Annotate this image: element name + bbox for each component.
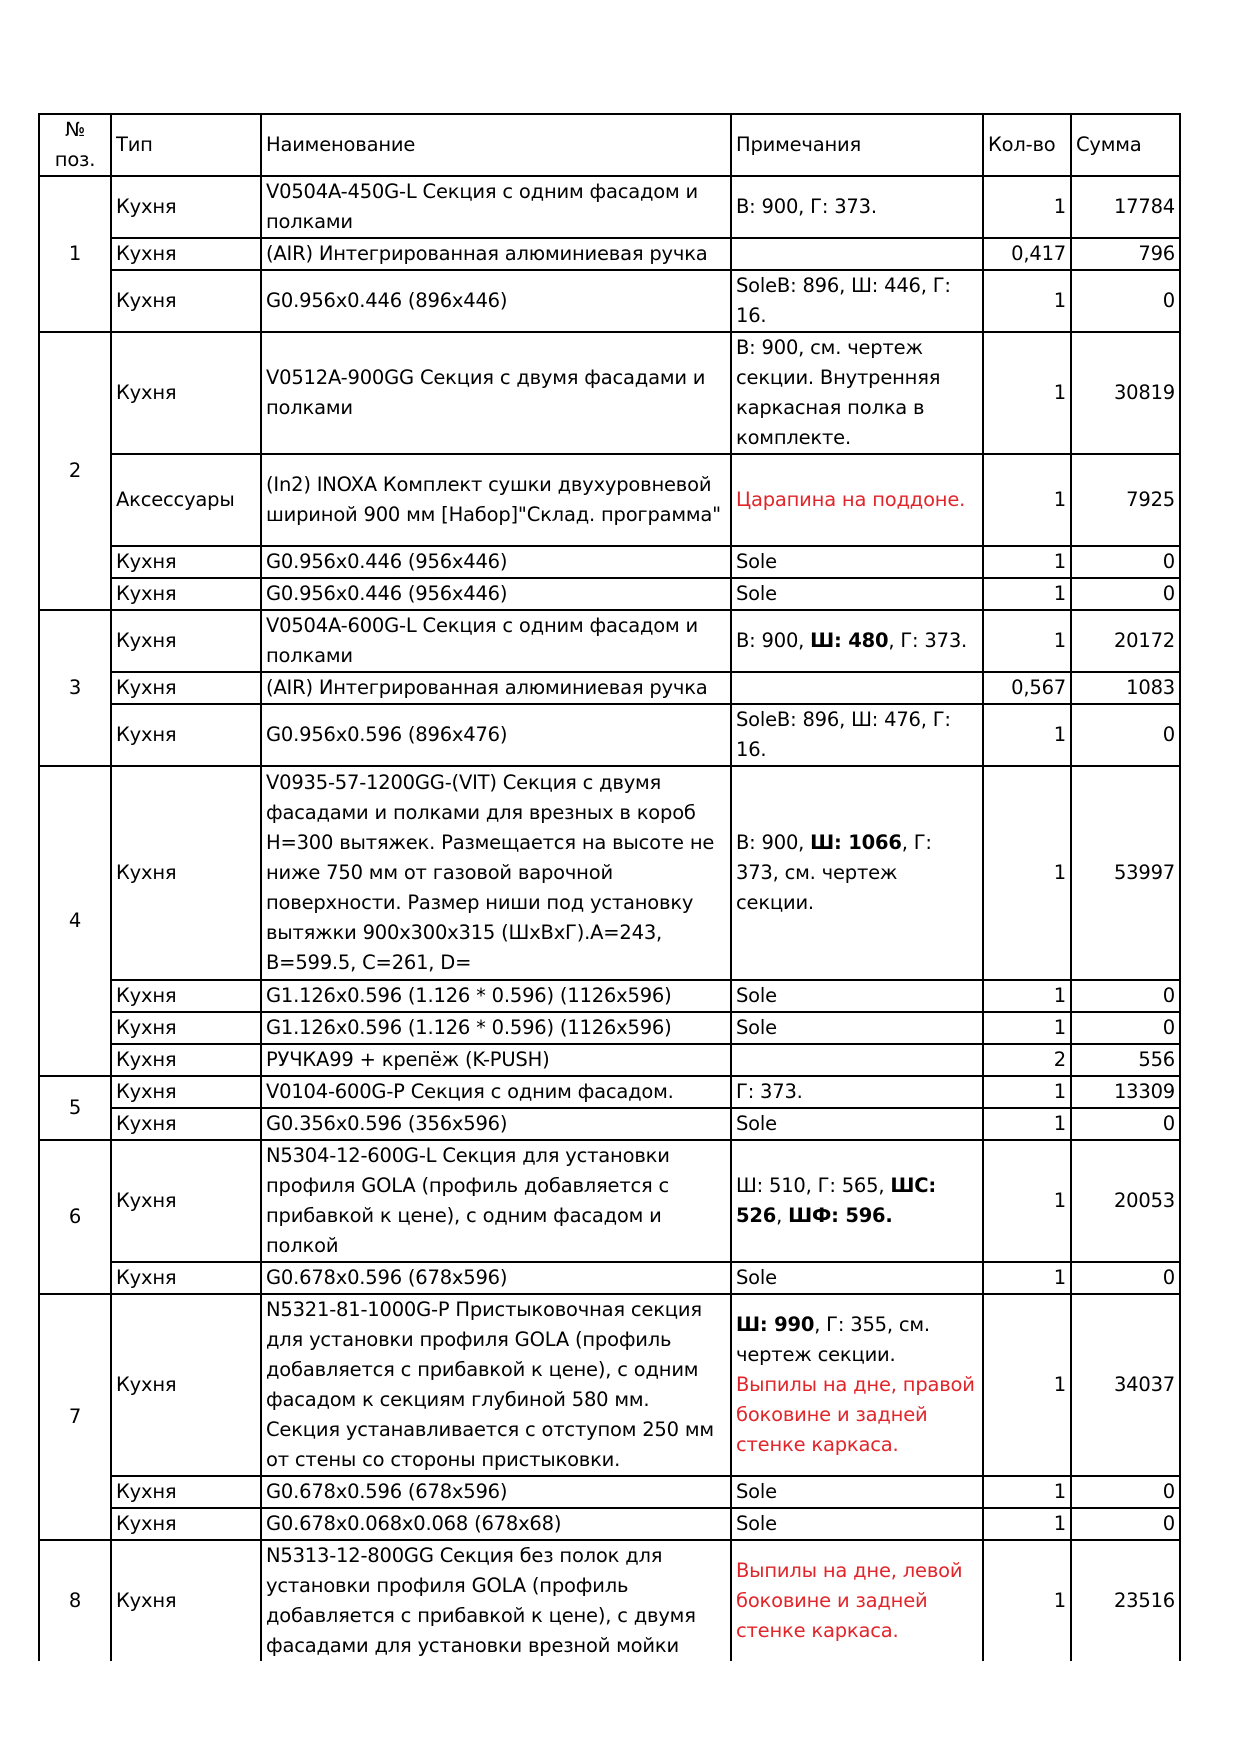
name-cell: V0104-600G-P Секция с одним фасадом. bbox=[261, 1076, 731, 1108]
table-row bbox=[39, 610, 1180, 672]
name-cell: G0.678x0.596 (678x596) bbox=[261, 1262, 731, 1294]
sum-cell: 796 bbox=[1071, 238, 1180, 270]
qty-cell: 1 bbox=[983, 454, 1071, 546]
table-row bbox=[39, 578, 1180, 610]
qty-cell: 1 bbox=[983, 1076, 1071, 1108]
type-cell: Кухня bbox=[111, 1476, 261, 1508]
sum-cell: 23516 bbox=[1071, 1540, 1180, 1661]
name-cell: N5313-12-800GG Секция без полок для установки профиля GOLA (профиль добавляется с прибавкой к цене), с двумя фасадами для установки врезной мойки bbox=[261, 1540, 731, 1661]
note-text: В: 900, см. чертеж секции. Внутренняя каркасная полка в комплекте. bbox=[736, 336, 941, 449]
notes-cell bbox=[731, 1540, 983, 1661]
notes-cell bbox=[731, 1508, 983, 1540]
note-text: ШФ: 596. bbox=[788, 1204, 893, 1227]
table-row bbox=[39, 672, 1180, 704]
sum-cell: 0 bbox=[1071, 704, 1180, 766]
type-cell: Кухня bbox=[111, 1540, 261, 1661]
type-cell: Кухня bbox=[111, 1108, 261, 1140]
type-cell: Кухня bbox=[111, 546, 261, 578]
note-text: , Г: 355, см. чертеж секции. bbox=[736, 1313, 930, 1366]
table-row bbox=[39, 270, 1180, 332]
sum-cell: 13309 bbox=[1071, 1076, 1180, 1108]
remark-text: Выпилы на дне, правой боковине и задней стенке каркаса. bbox=[736, 1373, 975, 1456]
type-cell: Кухня bbox=[111, 238, 261, 270]
sum-cell: 53997 bbox=[1071, 766, 1180, 980]
notes-cell bbox=[731, 270, 983, 332]
qty-cell: 1 bbox=[983, 766, 1071, 980]
header-name: Наименование bbox=[261, 114, 731, 176]
note-text: SoleB: 896, Ш: 476, Г: 16. bbox=[736, 708, 951, 761]
name-cell: G0.356x0.596 (356x596) bbox=[261, 1108, 731, 1140]
note-text: Sole bbox=[736, 984, 777, 1007]
notes-cell bbox=[731, 176, 983, 238]
type-cell: Кухня bbox=[111, 610, 261, 672]
sum-cell: 0 bbox=[1071, 1476, 1180, 1508]
position-cell: 7 bbox=[39, 1294, 111, 1540]
sum-cell: 20172 bbox=[1071, 610, 1180, 672]
qty-cell: 1 bbox=[983, 1262, 1071, 1294]
note-text: , bbox=[776, 1204, 789, 1227]
name-cell: РУЧКА99 + крепёж (K-PUSH) bbox=[261, 1044, 731, 1076]
remark-text: Царапина на поддоне. bbox=[736, 488, 966, 511]
qty-cell: 1 bbox=[983, 1108, 1071, 1140]
notes-cell bbox=[731, 766, 983, 980]
qty-cell: 1 bbox=[983, 332, 1071, 454]
sum-cell: 30819 bbox=[1071, 332, 1180, 454]
table-row bbox=[39, 332, 1180, 454]
name-cell: G1.126x0.596 (1.126 * 0.596) (1126x596) bbox=[261, 1012, 731, 1044]
sum-cell: 0 bbox=[1071, 980, 1180, 1012]
table-row bbox=[39, 1108, 1180, 1140]
table-row bbox=[39, 766, 1180, 980]
notes-cell bbox=[731, 578, 983, 610]
position-cell: 1 bbox=[39, 176, 111, 332]
table-row bbox=[39, 546, 1180, 578]
table-row bbox=[39, 1076, 1180, 1108]
type-cell: Кухня bbox=[111, 1140, 261, 1262]
qty-cell: 1 bbox=[983, 1294, 1071, 1476]
notes-cell bbox=[731, 1044, 983, 1076]
note-text: Sole bbox=[736, 1512, 777, 1535]
type-cell: Кухня bbox=[111, 672, 261, 704]
qty-cell: 1 bbox=[983, 704, 1071, 766]
qty-cell: 1 bbox=[983, 1140, 1071, 1262]
name-cell: G0.678x0.596 (678x596) bbox=[261, 1476, 731, 1508]
table-row bbox=[39, 1012, 1180, 1044]
table-row bbox=[39, 238, 1180, 270]
note-text: Sole bbox=[736, 1016, 777, 1039]
table-row bbox=[39, 176, 1180, 238]
header-qty: Кол-во bbox=[983, 114, 1071, 176]
note-text: Г: 373. bbox=[736, 1080, 803, 1103]
table-row bbox=[39, 1140, 1180, 1262]
qty-cell: 1 bbox=[983, 610, 1071, 672]
header-notes: Примечания bbox=[731, 114, 983, 176]
notes-cell bbox=[731, 1012, 983, 1044]
note-text: Sole bbox=[736, 550, 777, 573]
name-cell: G1.126x0.596 (1.126 * 0.596) (1126x596) bbox=[261, 980, 731, 1012]
sum-cell: 0 bbox=[1071, 1108, 1180, 1140]
name-cell: G0.956x0.596 (896x476) bbox=[261, 704, 731, 766]
type-cell: Кухня bbox=[111, 332, 261, 454]
sum-cell: 0 bbox=[1071, 1262, 1180, 1294]
notes-cell bbox=[731, 1476, 983, 1508]
note-text: Ш: 1066 bbox=[810, 831, 902, 854]
sum-cell: 0 bbox=[1071, 270, 1180, 332]
type-cell: Кухня bbox=[111, 766, 261, 980]
qty-cell: 1 bbox=[983, 1476, 1071, 1508]
table-row bbox=[39, 1044, 1180, 1076]
qty-cell: 1 bbox=[983, 980, 1071, 1012]
notes-cell bbox=[731, 980, 983, 1012]
note-text: SoleB: 896, Ш: 446, Г: 16. bbox=[736, 274, 951, 327]
name-cell: V0504A-600G-L Секция с одним фасадом и полками bbox=[261, 610, 731, 672]
qty-cell: 1 bbox=[983, 1508, 1071, 1540]
sum-cell: 0 bbox=[1071, 546, 1180, 578]
notes-cell bbox=[731, 1076, 983, 1108]
name-cell: V0504A-450G-L Секция с одним фасадом и полками bbox=[261, 176, 731, 238]
order-table bbox=[38, 113, 1181, 1661]
name-cell: (In2) INOXA Комплект сушки двухуровневой шириной 900 мм [Набор]"Склад. программа" bbox=[261, 454, 731, 546]
type-cell: Кухня bbox=[111, 704, 261, 766]
table-row bbox=[39, 1294, 1180, 1476]
name-cell: G0.956x0.446 (956x446) bbox=[261, 578, 731, 610]
type-cell: Кухня bbox=[111, 980, 261, 1012]
name-cell: G0.956x0.446 (896x446) bbox=[261, 270, 731, 332]
qty-cell: 0,417 bbox=[983, 238, 1071, 270]
position-cell: 4 bbox=[39, 766, 111, 1076]
order-sheet bbox=[38, 113, 1181, 1661]
qty-cell: 1 bbox=[983, 578, 1071, 610]
sum-cell: 556 bbox=[1071, 1044, 1180, 1076]
note-text: Sole bbox=[736, 582, 777, 605]
notes-cell bbox=[731, 546, 983, 578]
name-cell: N5321-81-1000G-P Пристыковочная секция для установки профиля GOLA (профиль добавляется с прибавкой к цене), с одним фасадом к секциям глубиной 580 мм. Секция устанавливается с отступом 250 мм от стены со стороны пристыковки. bbox=[261, 1294, 731, 1476]
sum-cell: 20053 bbox=[1071, 1140, 1180, 1262]
notes-cell bbox=[731, 454, 983, 546]
note-text: Sole bbox=[736, 1480, 777, 1503]
sum-cell: 0 bbox=[1071, 578, 1180, 610]
position-cell: 2 bbox=[39, 332, 111, 610]
header-pos: № поз. bbox=[39, 114, 111, 176]
name-cell: G0.678x0.068x0.068 (678x68) bbox=[261, 1508, 731, 1540]
type-cell: Кухня bbox=[111, 1076, 261, 1108]
qty-cell: 1 bbox=[983, 1012, 1071, 1044]
name-cell: (AIR) Интегрированная алюминиевая ручка bbox=[261, 672, 731, 704]
notes-cell bbox=[731, 1108, 983, 1140]
note-text: Sole bbox=[736, 1112, 777, 1135]
note-text: В: 900, bbox=[736, 831, 811, 854]
notes-cell bbox=[731, 672, 983, 704]
table-row bbox=[39, 1540, 1180, 1661]
position-cell: 8 bbox=[39, 1540, 111, 1661]
table-row bbox=[39, 704, 1180, 766]
position-cell: 6 bbox=[39, 1140, 111, 1294]
name-cell: (AIR) Интегрированная алюминиевая ручка bbox=[261, 238, 731, 270]
sum-cell: 7925 bbox=[1071, 454, 1180, 546]
notes-cell bbox=[731, 704, 983, 766]
table-row bbox=[39, 1476, 1180, 1508]
qty-cell: 0,567 bbox=[983, 672, 1071, 704]
header-type: Тип bbox=[111, 114, 261, 176]
name-cell: V0935-57-1200GG-(VIT) Секция с двумя фасадами и полками для врезных в короб H=300 вытяжек. Размещается на высоте не ниже 750 мм от газовой варочной поверхности. Размер ниши под установку вытяжки 900x300x315 (ШxВxГ).A=243, B=599.5, C=261, D= bbox=[261, 766, 731, 980]
type-cell: Кухня bbox=[111, 578, 261, 610]
note-text: , Г: 373, см. чертеж секции. bbox=[736, 831, 932, 914]
note-text: Ш: 510, Г: 565, bbox=[736, 1174, 891, 1197]
note-text: Sole bbox=[736, 1266, 777, 1289]
table-row bbox=[39, 1262, 1180, 1294]
qty-cell: 1 bbox=[983, 270, 1071, 332]
header-row bbox=[39, 114, 1180, 176]
notes-cell bbox=[731, 610, 983, 672]
note-text: В: 900, bbox=[736, 629, 811, 652]
sum-cell: 0 bbox=[1071, 1508, 1180, 1540]
type-cell: Кухня bbox=[111, 270, 261, 332]
notes-cell bbox=[731, 1140, 983, 1262]
notes-cell bbox=[731, 1262, 983, 1294]
table-row bbox=[39, 980, 1180, 1012]
note-text: Ш: 480 bbox=[810, 629, 889, 652]
sum-cell: 0 bbox=[1071, 1012, 1180, 1044]
sum-cell: 17784 bbox=[1071, 176, 1180, 238]
note-text: ШС: 526 bbox=[736, 1174, 936, 1227]
type-cell: Кухня bbox=[111, 1508, 261, 1540]
qty-cell: 1 bbox=[983, 176, 1071, 238]
type-cell: Кухня bbox=[111, 1044, 261, 1076]
qty-cell: 1 bbox=[983, 546, 1071, 578]
name-cell: N5304-12-600G-L Секция для установки профиля GOLA (профиль добавляется с прибавкой к цене), с одним фасадом и полкой bbox=[261, 1140, 731, 1262]
note-text: Ш: 990 bbox=[736, 1313, 815, 1336]
qty-cell: 2 bbox=[983, 1044, 1071, 1076]
qty-cell: 1 bbox=[983, 1540, 1071, 1661]
note-text: В: 900, Г: 373. bbox=[736, 195, 877, 218]
remark-text: Выпилы на дне, левой боковине и задней стенке каркаса. bbox=[736, 1559, 963, 1642]
type-cell: Кухня bbox=[111, 176, 261, 238]
table-row bbox=[39, 454, 1180, 546]
sum-cell: 34037 bbox=[1071, 1294, 1180, 1476]
note-text: , Г: 373. bbox=[888, 629, 968, 652]
type-cell: Аксессуары bbox=[111, 454, 261, 546]
table-body bbox=[39, 176, 1180, 1661]
type-cell: Кухня bbox=[111, 1294, 261, 1476]
notes-cell bbox=[731, 332, 983, 454]
type-cell: Кухня bbox=[111, 1262, 261, 1294]
position-cell: 3 bbox=[39, 610, 111, 766]
type-cell: Кухня bbox=[111, 1012, 261, 1044]
name-cell: V0512A-900GG Секция с двумя фасадами и полками bbox=[261, 332, 731, 454]
notes-cell bbox=[731, 238, 983, 270]
sum-cell: 1083 bbox=[1071, 672, 1180, 704]
header-sum: Сумма bbox=[1071, 114, 1180, 176]
table-row bbox=[39, 1508, 1180, 1540]
notes-cell bbox=[731, 1294, 983, 1476]
name-cell: G0.956x0.446 (956x446) bbox=[261, 546, 731, 578]
position-cell: 5 bbox=[39, 1076, 111, 1140]
